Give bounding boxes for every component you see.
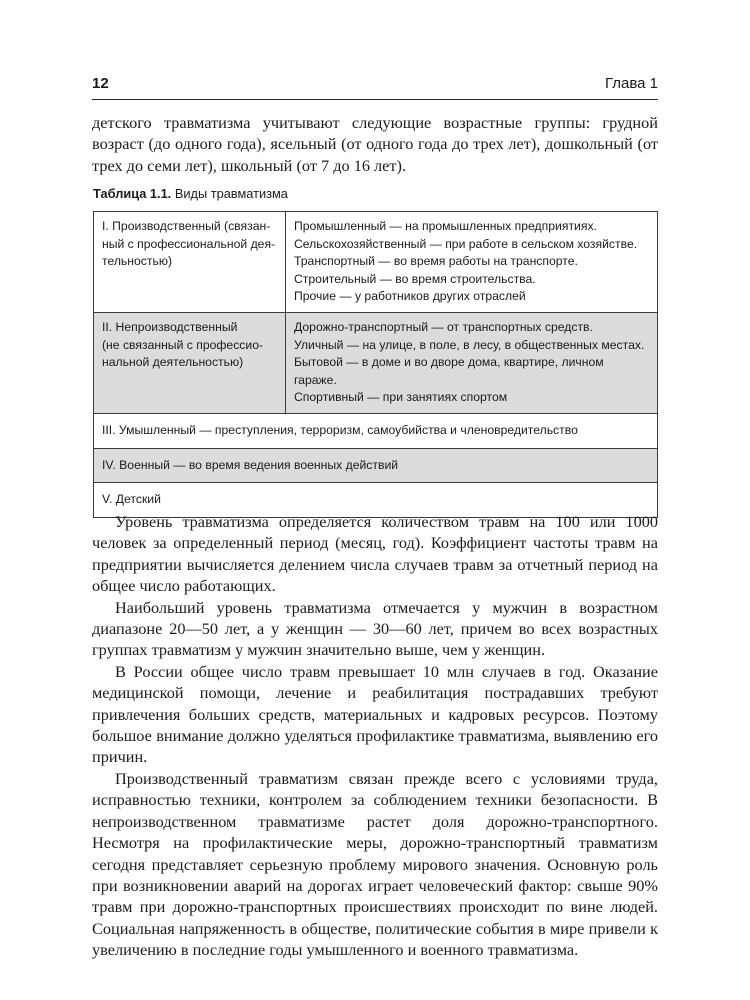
table-caption-text: Виды травматизма	[174, 186, 288, 201]
paragraph: В России общее число травм превышает 10 млн случаев в год. Оказание медицинской помощи, лечение и реабилитация пострадавших требуют привлечения больших средств, материальных и кадровых ресурсов. Поэтому большое внимание должно уделяться профилактике травматизма, выявлению его причин.	[92, 661, 658, 767]
chapter-title: Глава 1	[604, 75, 658, 92]
subtype-line: Прочие — у работников других отраслей	[294, 289, 526, 304]
table-cell-full: V. Детский	[94, 483, 658, 518]
table-caption-label: Таблица 1.1.	[93, 186, 172, 201]
table-row	[94, 312, 658, 413]
lead-text: детского травматизма учитывают следующие возрастные группы: грудной возраст (до одного года), ясельный (от одного года до трех лет), дошкольный (от трех до семи лет), школьный (от 7 до 16 лет).	[92, 113, 658, 175]
subtype-line: Промышленный — на промышленных предприятиях.	[294, 219, 597, 233]
subtype-line: Транспортный — во время работы на транспорте.	[294, 254, 578, 269]
table-cell-category: II. Непроизводственный (не связанный с профессио- нальной деятельностью)	[94, 312, 286, 413]
table-cell-full: IV. Военный — во время ведения военных действий	[94, 448, 658, 483]
table-cell-full: III. Умышленный — преступления, терроризм, самоубийства и членовредительство	[94, 413, 658, 448]
injury-types-table	[93, 211, 658, 518]
paragraph: Уровень травматизма определяется количеством травм на 100 или 1000 человек за определенный период (месяц, год). Коэффициент частоты травм на предприятии вычисляется делением числа случаев травм за отчетный период на общее число работающих.	[92, 512, 658, 596]
table-cell-category: I. Производственный (связан- ный с профессиональной дея- тельностью)	[94, 212, 286, 313]
subtype-line: Сельскохозяйственный — при работе в сельском хозяйстве.	[294, 236, 638, 251]
table-cell-subtypes	[286, 212, 658, 313]
table-row	[94, 413, 658, 448]
running-head	[92, 73, 658, 99]
table-caption	[93, 186, 288, 201]
subtype-line: Бытовой — в доме и во дворе дома, квартире, личном гараже.	[294, 355, 604, 387]
paragraph: Наибольший уровень травматизма отмечается у мужчин в возрастном диапазоне 20—50 лет, а у женщин — 30—60 лет, причем во всех возрастных группах травматизм у мужчин значительно выше, чем у женщин.	[92, 597, 658, 660]
body-text	[92, 511, 658, 961]
table-row	[94, 212, 658, 313]
paragraph: Производственный травматизм связан прежде всего с условиями труда, исправностью техники, контролем за соблюдением техники безопасности. В непроизводственном травматизме растет доля дорожно-транспортного. Несмотря на профилактические меры, дорожно-транспортный травматизм сегодня представляет серьезную проблему мирового значения. Основную роль при возникновении аварий на дорогах играет человеческий фактор: свыше 90% травм при дорожно-транспортных происшествиях происходит по вине людей. Социальная напряженность в обществе, политические события в мире привели к увеличению в последние годы умышленного и военного травматизма.	[92, 768, 658, 960]
lead-paragraph	[92, 112, 658, 176]
subtype-line: Спортивный — при занятиях спортом	[294, 390, 508, 405]
header-rule	[92, 99, 658, 100]
subtype-line: Уличный — на улице, в поле, в лесу, в общественных местах.	[294, 337, 645, 352]
table-row	[94, 448, 658, 483]
subtype-line: Дорожно-транспортный — от транспортных средств.	[294, 319, 593, 334]
subtype-line: Строительный — во время строительства.	[294, 271, 536, 286]
table-cell-subtypes	[286, 312, 658, 413]
page-number: 12	[92, 75, 109, 92]
